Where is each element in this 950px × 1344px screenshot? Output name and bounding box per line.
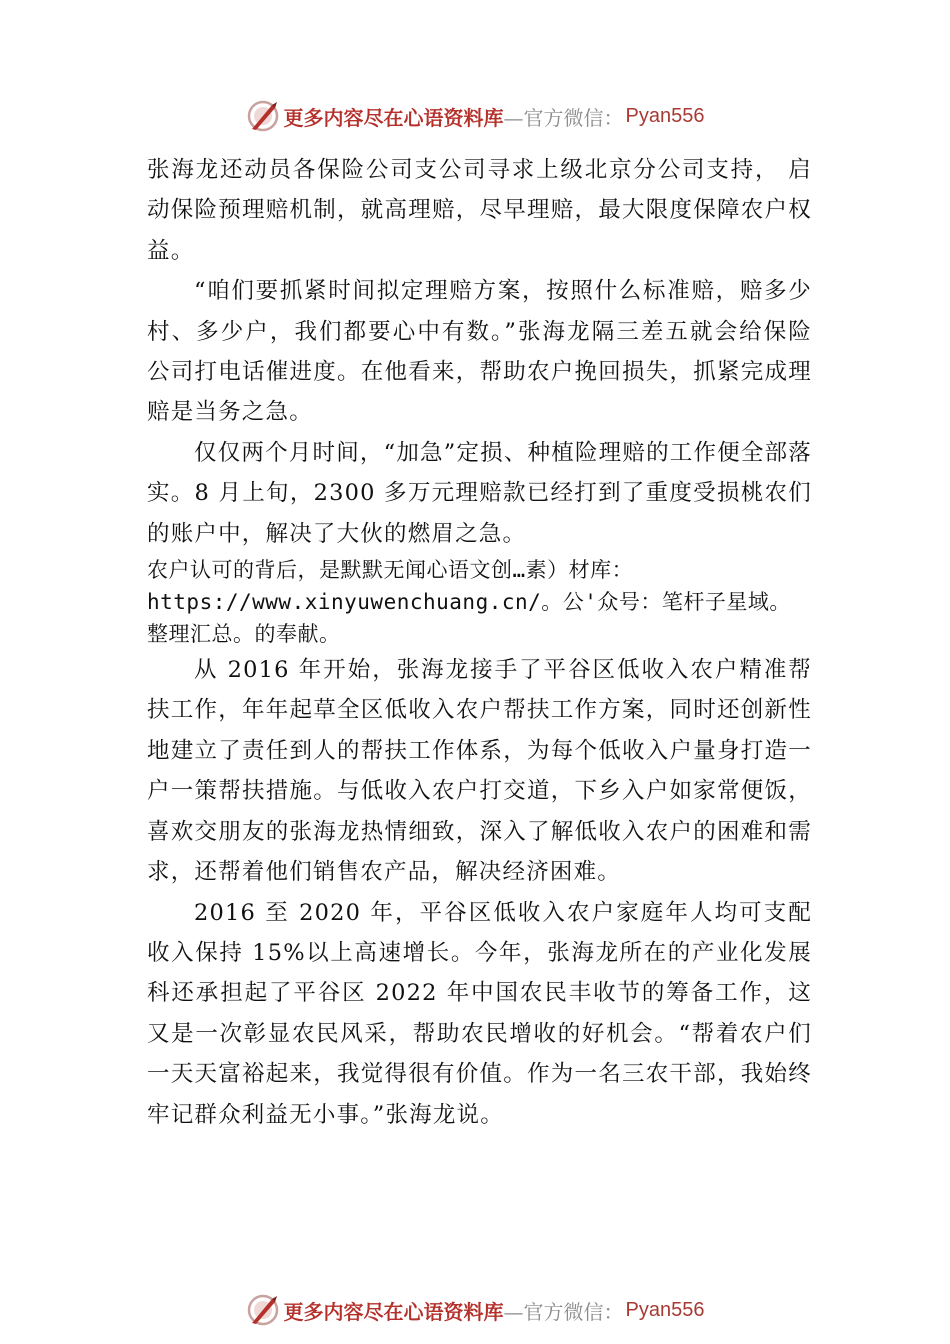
footer-wechat-label: —官方微信：	[503, 1299, 624, 1324]
quill-logo-icon	[246, 99, 280, 133]
header-wechat-label: —官方微信：	[503, 105, 624, 130]
paragraph-4: 从 2016 年开始，张海龙接手了平谷区低收入农户精准帮扶工作，年年起草全区低收入农户帮扶工作方案，同时还创新性地建立了责任到人的帮扶工作体系，为每个低收入户量身打造一户一策帮扶措施。与低收入农户打交道，下乡入户如家常便饭，喜欢交朋友的张海龙热情细致，深入了解低收入农户的困难和需求，还帮着他们销售农产品，解决经济困难。	[147, 657, 812, 886]
paragraph-5: 2016 至 2020 年，平谷区低收入农户家庭年人均可支配收入保持 15%以上高速增长。今年，张海龙所在的产业化发展科还承担起了平谷区 2022 年中国农民丰收节的筹备工作，这又是一次彰显农民风采，帮助农民增收的好机会。“帮着农户们一天天富裕起来，我觉得很有价值。作为一名三农干部，我始终牢记群众利益无小事。”张海龙说。	[147, 899, 812, 1128]
paragraph-3: 仅仅两个月时间，“加急”定损、种植险理赔的工作便全部落实。8 月上旬，2300 多万元理赔款已经打到了重度受损桃农们的账户中，解决了大伙的燃眉之急。	[147, 439, 812, 547]
watermark-note: 农户认可的背后，是默默无闻心语文创…素）材库：https://www.xinyuwenchuang.cn/。公'众号：笔杆子星域。整理汇总。的奉献。	[147, 558, 791, 647]
footer-banner	[0, 1290, 950, 1330]
header-brand-text: 更多内容尽在心语资料库	[283, 105, 504, 130]
footer-brand-text: 更多内容尽在心语资料库	[283, 1299, 504, 1324]
quill-logo-icon	[246, 1293, 280, 1327]
paragraph-1: 张海龙还动员各保险公司支公司寻求上级北京分公司支持， 启动保险预理赔机制，就高理赔，尽早理赔，最大限度保障农户权益。	[147, 157, 812, 264]
header-banner	[0, 96, 950, 136]
footer-wechat-id: Pyan556	[625, 1298, 705, 1321]
article-body	[147, 150, 812, 1135]
header-wechat-id: Pyan556	[625, 104, 705, 127]
paragraph-2: “咱们要抓紧时间拟定理赔方案，按照什么标准赔，赔多少村、多少户，我们都要心中有数。”张海龙隔三差五就会给保险公司打电话催进度。在他看来，帮助农户挽回损失，抓紧完成理赔是当务之急。	[147, 278, 812, 426]
